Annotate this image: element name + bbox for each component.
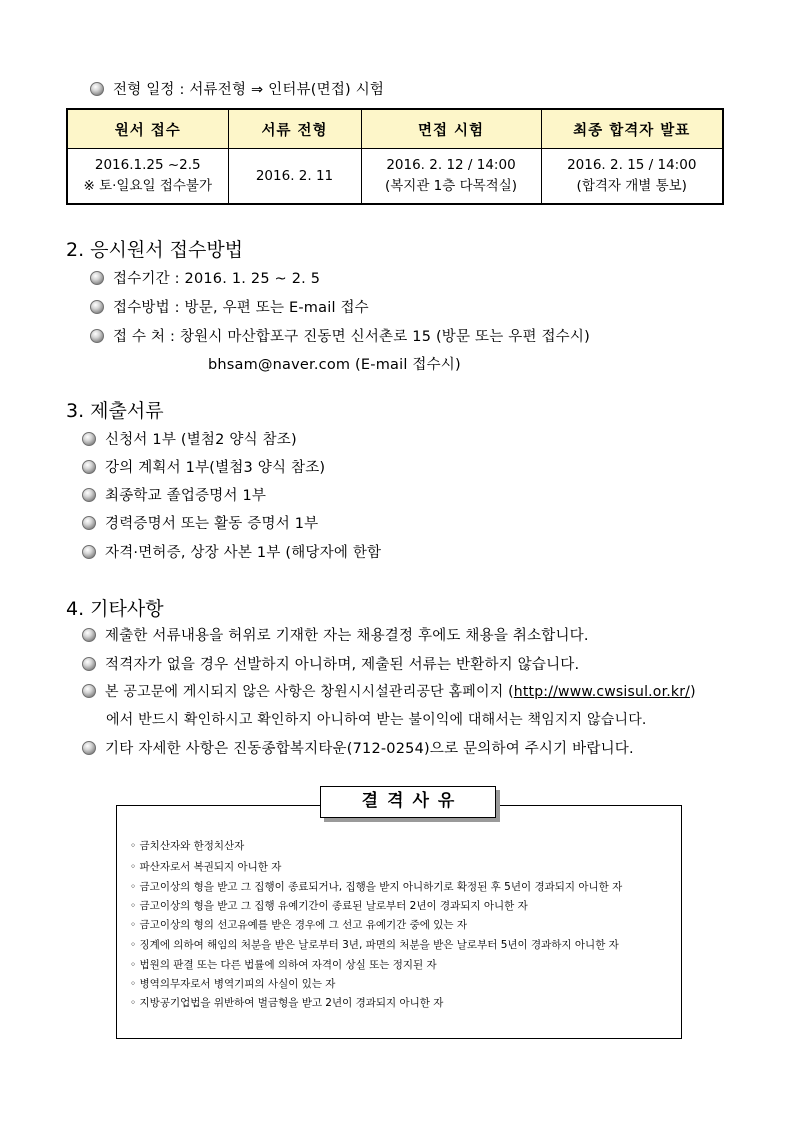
email-address: bhsam@naver.com (E-mail 접수시) — [208, 357, 461, 373]
schedule-intro: 전형 일정 : 서류전형 ⇒ 인터뷰(면접) 시험 — [90, 78, 384, 99]
disqualification-item: ◦ 금고이상의 형의 선고유예를 받은 경우에 그 선고 유예기간 중에 있는 자 — [130, 919, 468, 931]
list-item: 자격·면허증, 상장 사본 1부 (해당자에 한함 — [82, 541, 381, 562]
list-item: 적격자가 없을 경우 선발하지 아니하며, 제출된 서류는 반환하지 않습니다. — [82, 653, 579, 674]
header-final-announcement: 최종 합격자 발표 — [541, 109, 723, 149]
bullet-icon — [82, 460, 96, 474]
header-interview: 면접 시험 — [361, 109, 541, 149]
list-item: 접수방법 : 방문, 우편 또는 E-mail 접수 — [90, 296, 369, 317]
cell-document-screening: 2016. 2. 11 — [228, 149, 361, 205]
disqualification-item: ◦ 지방공기업법을 위반하여 벌금형을 받고 2년이 경과되지 아니한 자 — [130, 997, 444, 1009]
disqualification-item: ◦ 금치산자와 한정치산자 — [130, 840, 245, 852]
list-item: 본 공고문에 게시되지 않은 사항은 창원시시설관리공단 홈페이지 (http://www.cwsisul.or.kr/) — [82, 681, 696, 701]
bullet-icon — [82, 516, 96, 530]
disqualification-item: ◦ 금고이상의 형을 받고 그 집행이 종료되거나, 집행을 받지 아니하기로 확정된 후 5년이 경과되지 아니한 자 — [130, 881, 623, 893]
cell-final-announcement: 2016. 2. 15 / 14:00 (합격자 개별 통보) — [541, 149, 723, 205]
list-item: 접 수 처 : 창원시 마산합포구 진동면 신서촌로 15 (방문 또는 우편 접수시) — [90, 325, 590, 346]
header-document-screening: 서류 전형 — [228, 109, 361, 149]
schedule-header-row — [67, 109, 723, 149]
bullet-icon — [82, 545, 96, 559]
bullet-icon — [82, 432, 96, 446]
bullet-icon — [82, 684, 96, 698]
list-item: 경력증명서 또는 활동 증명서 1부 — [82, 512, 318, 533]
cell-application: 2016.1.25 ~2.5 ※ 토·일요일 접수불가 — [67, 149, 228, 205]
list-item: 신청서 1부 (별첨2 양식 참조) — [82, 428, 297, 449]
bullet-icon — [82, 741, 96, 755]
disqualification-title-box — [320, 786, 500, 824]
cell-interview: 2016. 2. 12 / 14:00 (복지관 1층 다목적실) — [361, 149, 541, 205]
bullet-icon — [82, 488, 96, 502]
section3-title: 3. 제출서류 — [66, 400, 164, 422]
disqualification-title: 결격사유 — [320, 786, 496, 818]
bullet-icon — [82, 628, 96, 642]
section2-title: 2. 응시원서 접수방법 — [66, 239, 244, 261]
list-item-continuation: 에서 반드시 확인하시고 확인하지 아니하여 받는 불이익에 대해서는 책임지지 않습니다. — [106, 712, 647, 728]
disqualification-item: ◦ 금고이상의 형을 받고 그 집행 유예기간이 종료된 날로부터 2년이 경과되지 아니한 자 — [130, 900, 528, 912]
disqualification-item: ◦ 법원의 판결 또는 다른 법률에 의하여 자격이 상실 또는 정지된 자 — [130, 959, 437, 971]
bullet-icon — [90, 82, 104, 96]
disqualification-item: ◦ 징계에 의하여 해임의 처분을 받은 날로부터 3년, 파면의 처분을 받은 날로부터 5년이 경과하지 아니한 자 — [130, 939, 619, 951]
disqualification-item: ◦ 병역의무자로서 병역기피의 사실이 있는 자 — [130, 978, 336, 990]
homepage-link[interactable]: http://www.cwsisul.or.kr/ — [513, 684, 691, 700]
section4-title: 4. 기타사항 — [66, 598, 164, 620]
bullet-icon — [90, 329, 104, 343]
header-application: 원서 접수 — [67, 109, 228, 149]
schedule-row — [67, 149, 723, 205]
list-item: 최종학교 졸업증명서 1부 — [82, 484, 266, 505]
disqualification-item: ◦ 파산자로서 복권되지 아니한 자 — [130, 861, 282, 873]
list-item: 기타 자세한 사항은 진동종합복지타운(712-0254)으로 문의하여 주시기 바랍니다. — [82, 737, 634, 758]
list-item: 강의 계획서 1부(별첨3 양식 참조) — [82, 456, 325, 477]
bullet-icon — [90, 300, 104, 314]
bullet-icon — [82, 657, 96, 671]
list-item: 제출한 서류내용을 허위로 기재한 자는 채용결정 후에도 채용을 취소합니다. — [82, 624, 589, 645]
schedule-table — [66, 108, 724, 205]
list-item: 접수기간 : 2016. 1. 25 ~ 2. 5 — [90, 267, 320, 288]
bullet-icon — [90, 271, 104, 285]
